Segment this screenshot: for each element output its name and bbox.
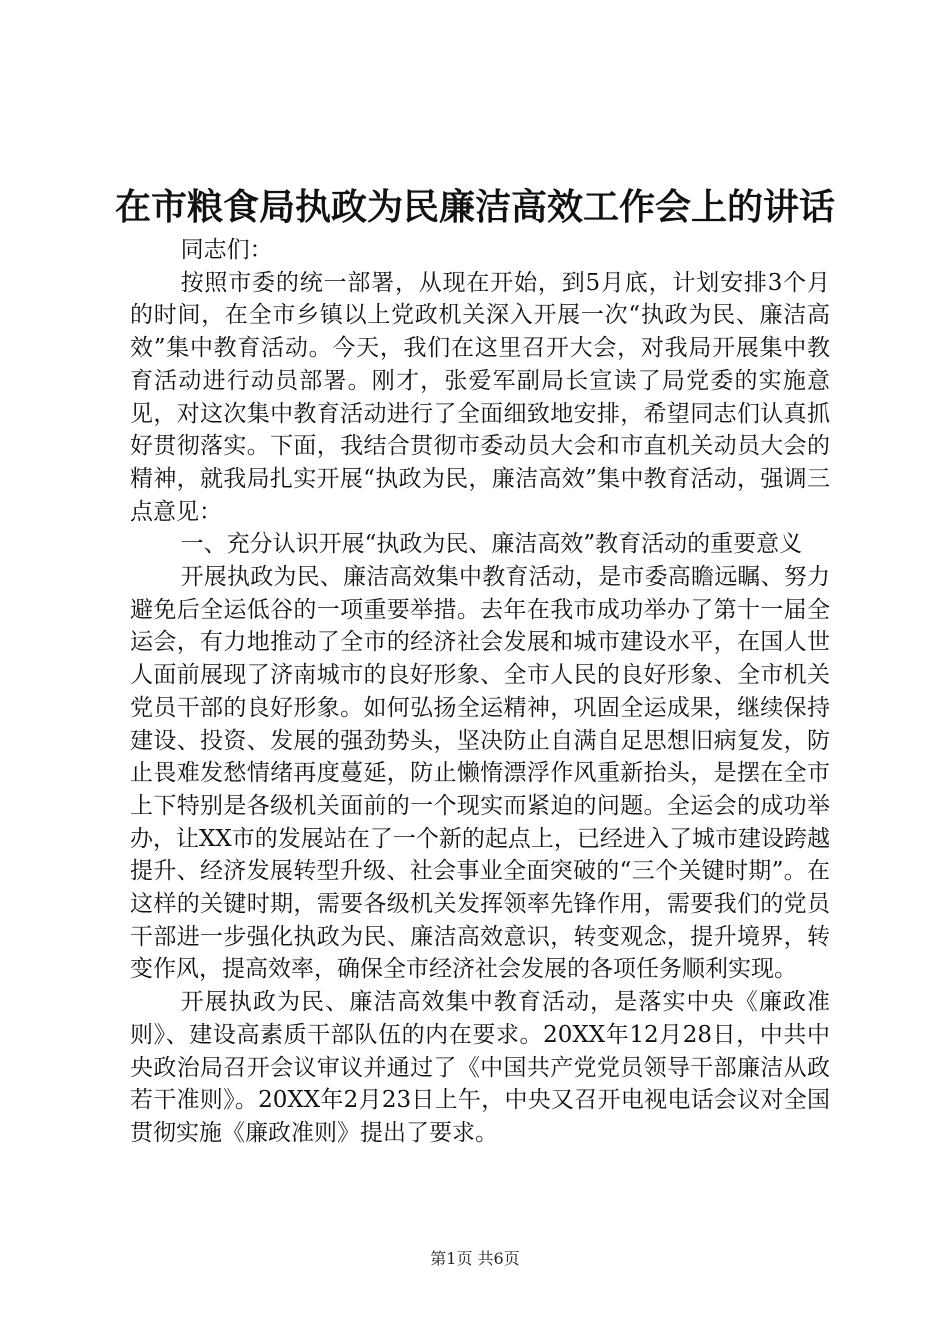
paragraph-significance-2: 开展执政为民、廉洁高效集中教育活动，是落实中央《廉政准则》、建设高素质干部队伍的内在要求。20XX年12月28日，中共中央政治局召开会议审议并通过了《中国共产党党员领导干部廉洁从政若干准则》。20XX年2月23日上午，中央又召开电视电话会议对全国贯彻实施《廉政准则》提出了要求。 bbox=[130, 989, 830, 1146]
section-heading-1: 一、充分认识开展“执政为民、廉洁高效”教育活动的重要意义 bbox=[180, 531, 803, 558]
paragraph-significance-1: 开展执政为民、廉洁高效集中教育活动，是市委高瞻远瞩、努力避免后全运低谷的一项重要举措。去年在我市成功举办了第十一届全运会，有力地推动了全市的经济社会发展和城市建设水平，在国人世人面前展现了济南城市的良好形象、全市人民的良好形象、全市机关党员干部的良好形象。如何弘扬全运精神，巩固全运成果，继续保持建设、投资、发展的强劲势头，坚决防止自满自足思想旧病复发，防止畏难发愁情绪再度蔓延，防止懒惰漂浮作风重新抬头，是摆在全市上下特别是各级机关面前的一个现实而紧迫的问题。全运会的成功举办，让XX市的发展站在了一个新的起点上，已经进入了城市建设跨越提升、经济发展转型升级、社会事业全面突破的“三个关键时期”。在这样的关键时期，需要各级机关发挥领率先锋作用，需要我们的党员干部进一步强化执政为民、廉洁高效意识，转变观念，提升境界，转变作风，提高效率，确保全市经济社会发展的各项任务顺利实现。 bbox=[130, 564, 830, 983]
paragraph-intro: 按照市委的统一部署，从现在开始，到5月底，计划安排3个月的时间，在全市乡镇以上党政机关深入开展一次“执政为民、廉洁高效”集中教育活动。今天，我们在这里召开大会，对我局开展集中教育活动进行动员部署。刚才，张爱军副局长宣读了局党委的实施意见，对这次集中教育活动进行了全面细致地安排，希望同志们认真抓好贯彻落实。下面，我结合贯彻市委动员大会和市直机关动员大会的精神，就我局扎实开展“执政为民，廉洁高效”集中教育活动，强调三点意见： bbox=[130, 269, 830, 525]
document-title: 在市粮食局执政为民廉洁高效工作会上的讲话 bbox=[114, 187, 835, 228]
document-body bbox=[130, 234, 830, 1150]
salutation: 同志们： bbox=[180, 237, 273, 263]
page-footer: 第1页 共6页 bbox=[430, 1249, 520, 1268]
